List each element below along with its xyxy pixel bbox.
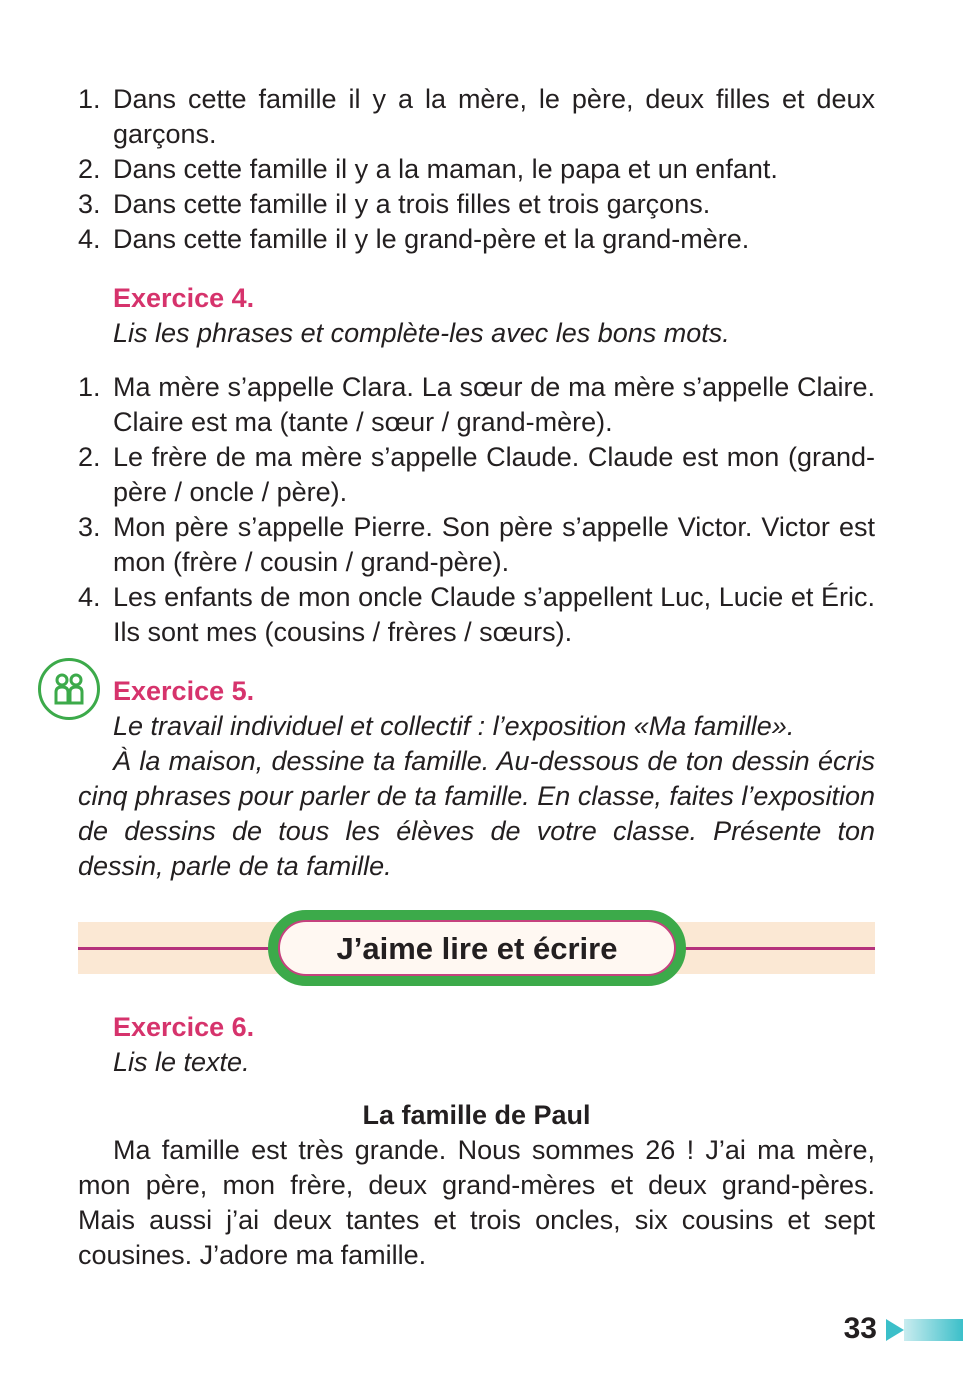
exercise-6-instruction: Lis le texte. (113, 1047, 250, 1077)
section-rule-left (78, 947, 273, 950)
exercise-5-text: À la maison, dessine ta famille. Au-dessous de ton dessin écris cinq phrases pour parler de ta famille. En classe, faites l’exposition de dessins de tous les élèves de votre classe. Présente ton dessin, parle de ta famille. (78, 746, 875, 881)
list-item (78, 187, 875, 222)
list-item (78, 152, 875, 187)
section-heading-badge (268, 910, 686, 986)
list-number: 2. (78, 154, 101, 184)
list-text: Dans cette famille il y le grand-père et la grand-mère. (113, 224, 750, 254)
list-item (78, 370, 875, 440)
list-item (78, 510, 875, 580)
list-text: Les enfants de mon oncle Claude s’appellent Luc, Lucie et Éric. Ils sont mes (cousins / frères / sœurs). (113, 582, 875, 647)
exercise-6-title: Exercice 6. (113, 1012, 255, 1042)
exercise-5-instruction: Le travail individuel et collectif : l’exposition «Ma famille». (113, 711, 795, 741)
list-text: Dans cette famille il y a trois filles et trois garçons. (113, 189, 711, 219)
exercise-5-title: Exercice 5. (113, 676, 255, 706)
list-text: Mon père s’appelle Pierre. Son père s’appelle Victor. Victor est mon (frère / cousin / grand-père). (113, 512, 875, 577)
list-number: 1. (78, 84, 101, 114)
list-number: 3. (78, 512, 101, 542)
exercise-4-title: Exercice 4. (113, 283, 255, 313)
list-item (78, 580, 875, 650)
list-number: 3. (78, 189, 101, 219)
story-title: La famille de Paul (362, 1100, 591, 1130)
list-item (78, 440, 875, 510)
exercise-5-body (78, 744, 875, 884)
list-item (78, 82, 875, 152)
page-number: 33 (843, 1312, 877, 1345)
list-number: 4. (78, 582, 101, 612)
exercise-4-instruction: Lis les phrases et complète-les avec les bons mots. (113, 318, 730, 348)
sentence-list (78, 82, 875, 257)
list-text: Dans cette famille il y a la mère, le père, deux filles et deux garçons. (113, 84, 875, 149)
list-text: Ma mère s’appelle Clara. La sœur de ma mère s’appelle Claire. Claire est ma (tante / sœur / grand-mère). (113, 372, 875, 437)
list-number: 4. (78, 224, 101, 254)
story-text: Ma famille est très grande. Nous sommes 26 ! J’ai ma mère, mon père, mon frère, deux grand-mères et deux grand-pères. Mais aussi j’ai deux tantes et trois oncles, six cousins et sept cousines. J’adore ma famille. (78, 1135, 875, 1270)
page-tab-arrow-icon (886, 1316, 963, 1344)
list-item (78, 222, 875, 257)
exercise-4-list (78, 370, 875, 650)
section-rule-right (682, 947, 875, 950)
list-number: 1. (78, 372, 101, 402)
group-work-icon (38, 658, 100, 720)
list-text: Dans cette famille il y a la maman, le papa et un enfant. (113, 154, 778, 184)
list-text: Le frère de ma mère s’appelle Claude. Claude est mon (grand-père / oncle / père). (113, 442, 875, 507)
section-heading: J’aime lire et écrire (278, 920, 676, 976)
list-number: 2. (78, 442, 101, 472)
